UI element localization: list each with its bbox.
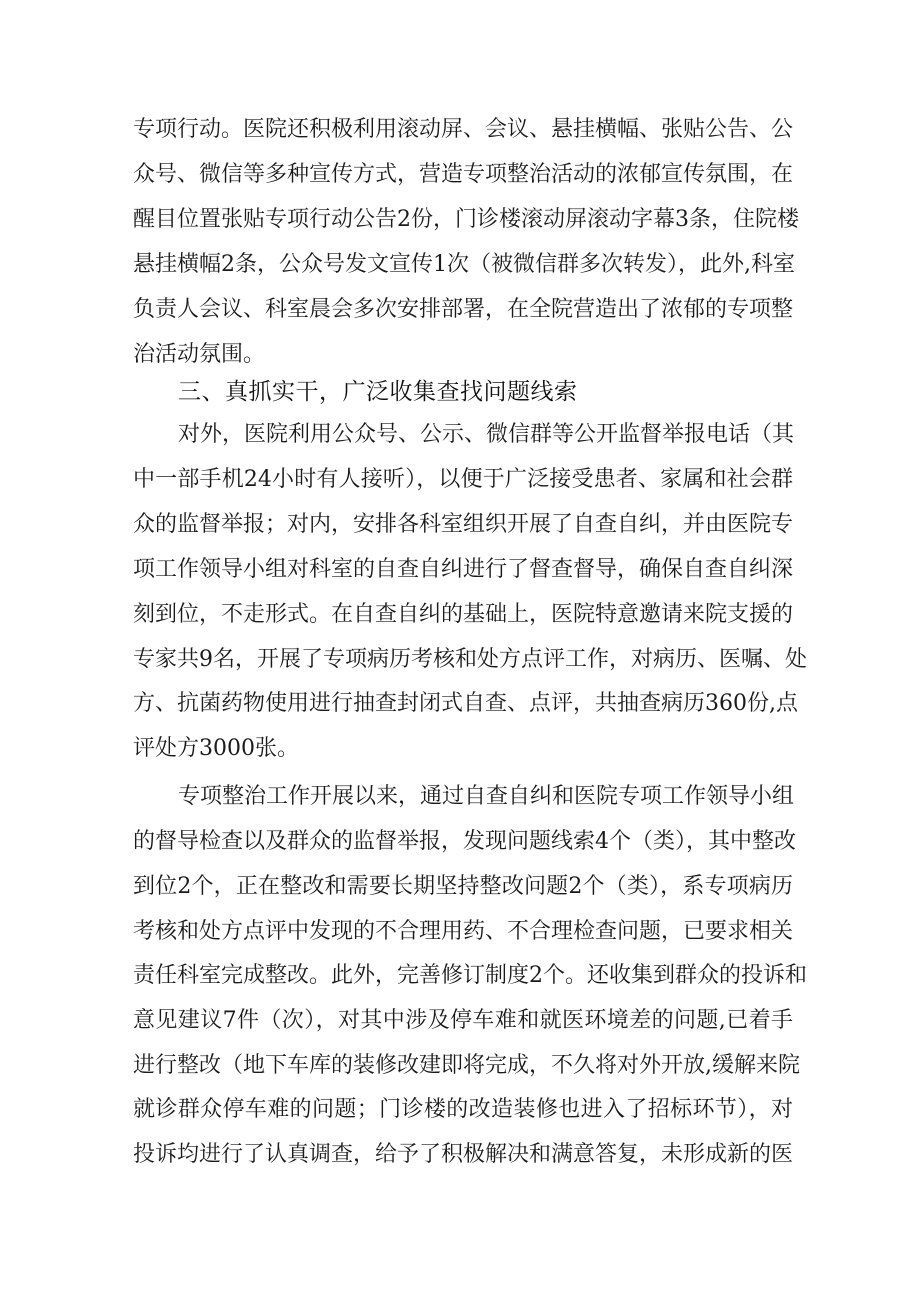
section-heading: 三、真抓实干，广泛收集查找问题线索	[178, 379, 578, 405]
paragraph1-line: 悬挂横幅2条，公众号发文宣传1次（被微信群多次转发），此外,科室	[133, 252, 795, 277]
paragraph1-line: 治活动氛围。	[133, 342, 266, 367]
paragraph3-line: 意见建议7件（次），对其中涉及停车难和就医环境差的问题,已着手	[133, 1008, 793, 1033]
paragraph3-line: 责任科室完成整改。此外，完善修订制度2个。还收集到群众的投诉和	[133, 963, 807, 988]
paragraph1-line: 醒目位置张贴专项行动公告2份，门诊楼滚动屏滚动字幕3条，住院楼	[133, 207, 799, 232]
paragraph1-line: 专项行动。医院还积极利用滚动屏、会议、悬挂横幅、张贴公告、公	[133, 117, 794, 142]
paragraph3-line: 就诊群众停车难的问题；门诊楼的改造装修也进入了招标环节），对	[133, 1097, 793, 1122]
paragraph1-line: 负责人会议、科室晨会多次安排部署，在全院营造出了浓郁的专项整	[133, 297, 794, 322]
paragraph3-line: 投诉均进行了认真调查，给予了积极解决和满意答复，未形成新的医	[133, 1142, 794, 1167]
paragraph3-line: 到位2个，正在整改和需要长期坚持整改问题2个（类），系专项病历	[133, 874, 793, 899]
paragraph2-line: 评处方3000张。	[133, 736, 299, 761]
paragraph2-line: 方、抗菌药物使用进行抽查封闭式自查、点评，共抽查病历360份,点	[133, 691, 798, 716]
paragraph2-line: 刻到位，不走形式。在自查自纠的基础上，医院特意邀请来院支援的	[133, 602, 794, 627]
paragraph2-line: 中一部手机24小时有人接听），以便于广泛接受患者、家属和社会群	[133, 467, 793, 492]
paragraph3-line: 专项整治工作开展以来，通过自查自纠和医院专项工作领导小组	[178, 784, 795, 809]
paragraph3-line: 的督导检查以及群众的监督举报，发现问题线索4个（类），其中整改	[133, 829, 796, 854]
paragraph2-line: 众的监督举报；对内，安排各科室组织开展了自查自纠，并由医院专	[133, 512, 794, 537]
paragraph1-line: 众号、微信等多种宣传方式，营造专项整治活动的浓郁宣传氛围，在	[133, 162, 794, 187]
paragraph2-line: 专家共9名，开展了专项病历考核和处方点评工作，对病历、医嘱、处	[133, 647, 807, 672]
paragraph2-line: 项工作领导小组对科室的自查自纠进行了督查督导，确保自查自纠深	[133, 557, 794, 582]
paragraph2-line: 对外，医院利用公众号、公示、微信群等公开监督举报电话（其	[178, 422, 795, 447]
paragraph3-line: 进行整改（地下车库的装修改建即将完成，不久将对外开放,缓解来院	[133, 1053, 800, 1078]
paragraph3-line: 考核和处方点评中发现的不合理用药、不合理检查问题，已要求相关	[133, 919, 794, 944]
